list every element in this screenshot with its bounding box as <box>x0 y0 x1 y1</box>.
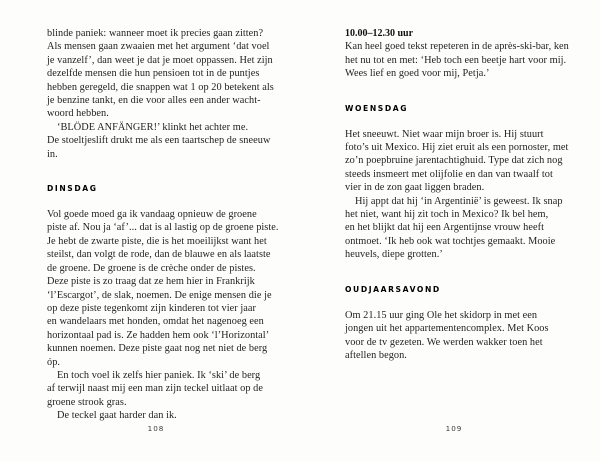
page-number-left: 108 <box>147 424 165 433</box>
text-line: Kan heel goed tekst repeteren in de après-ski-bar, ken <box>345 41 569 53</box>
text-line: Deze piste is zo traag dat ze hem hier in Frankrijk <box>47 276 255 288</box>
section-heading: WOENSDAG <box>345 103 409 113</box>
text-line: het niet, want hij zit toch in Mexico? Ik bel hem, <box>345 209 549 221</box>
text-line: Wees lief en goed voor mij, Petja.’ <box>345 68 490 80</box>
text-line: dezelfde mensen die hun pensioen tot in de puntjes <box>47 68 260 80</box>
text-line: steeds insmeert met olijfolie en dan van twaalf tot <box>345 168 553 180</box>
text-line: en wandelaars met honden, omdat het nagenoeg een <box>47 316 264 328</box>
text-line: Om 21.15 uur ging Ole het skidorp in met een <box>345 309 538 321</box>
text-line: horizontaal pad is. Ze hadden hem ook ‘l’Horizontal’ <box>47 329 270 341</box>
text-line: kunnen noemen. Deze piste gaat nog net niet de berg <box>47 343 268 355</box>
text-line: óp. <box>47 356 61 368</box>
text-line: piste af. Nou ja ‘af’... dat is al lastig op de groene piste. <box>47 222 279 234</box>
text-line: heuvels, diepe grotten.’ <box>345 249 443 261</box>
text-line: hebben geregeld, die snappen wat 1 op 20 betekent als <box>47 81 274 93</box>
page-text-column-left <box>47 27 279 423</box>
text-line: Je hebt de zwarte piste, die is het moeilijkst want het <box>47 235 267 247</box>
text-line: blinde paniek: wanneer moet ik precies gaan zitten? <box>47 28 264 39</box>
text-line: aftellen begon. <box>345 349 407 361</box>
text-line: groene strook gras. <box>47 396 127 408</box>
page-number-right: 109 <box>445 424 463 433</box>
section-heading: OUDJAARSAVOND <box>345 284 441 294</box>
text-line: ‘BLÖDE ANFÄNGER!’ klinkt het achter me. <box>57 121 249 133</box>
text-line: woord hebben. <box>47 108 109 120</box>
paragraph <box>345 309 563 363</box>
text-line: voor de tv gezeten. We werden wakker toen het <box>345 336 543 348</box>
text-line: Hij appt dat hij ‘in Argentinië’ is geweest. Ik snap <box>355 195 563 207</box>
page-text-column-right <box>345 27 569 362</box>
text-line: foto’s uit Mexico. Hij ziet eruit als een pornoster, met <box>345 142 569 154</box>
text-line: steilst, dan volgt de rode, dan de blauwe en als laatste <box>47 249 271 261</box>
text-line: je vanzelf’, dan weet je dat je moet oppassen. Het zijn <box>47 54 273 66</box>
text-line: het nu tot en met: ‘Heb toch een beetje hart voor mij. <box>345 54 567 66</box>
time-subheading: 10.00–12.30 uur <box>345 28 414 39</box>
text-line: zo’n poepbruine jarentachtighuid. Type dat zich nog <box>345 155 563 167</box>
text-line: de groene. De groene is de crèche onder de pistes. <box>47 262 256 274</box>
section-heading: DINSDAG <box>47 184 98 194</box>
text-line: Vol goede moed ga ik vandaag opnieuw de groene <box>47 209 257 221</box>
text-line: De teckel gaat harder dan ik. <box>57 410 177 422</box>
text-line: jongen uit het appartementencomplex. Met Koos <box>345 323 549 335</box>
text-line: af terwijl naast mij een man zijn teckel uitlaat op de <box>47 383 263 395</box>
text-line: en het blijkt dat hij een Argentijnse vrouw heeft <box>345 222 544 234</box>
text-line: vier in de zon gaat liggen braden. <box>345 182 485 194</box>
paragraph <box>47 208 279 423</box>
text-line: Het sneeuwt. Niet waar mijn broer is. Hij stuurt <box>345 128 544 140</box>
text-line: En toch voel ik zelfs hier paniek. Ik ‘ski’ de berg <box>57 369 261 381</box>
text-line: in. <box>47 148 58 160</box>
text-line: op deze piste tegenkomt zijn kinderen tot vier jaar <box>47 302 256 314</box>
paragraph <box>47 27 274 161</box>
text-line: je benzine tankt, en die voor alles een ander wacht- <box>47 95 261 107</box>
text-line: De stoeltjeslift drukt me als een taartschep de sneeuw <box>47 135 271 147</box>
text-line: Als mensen gaan zwaaien met het argument ‘dat voel <box>47 41 270 53</box>
text-line: ‘l’Escargot’, de slak, noemen. De enige mensen die je <box>47 289 272 301</box>
paragraph <box>345 128 569 262</box>
text-line: ontmoet. ‘Ik heb ook wat tochtjes gemaakt. Mooie <box>345 235 556 247</box>
paragraph <box>345 40 569 80</box>
